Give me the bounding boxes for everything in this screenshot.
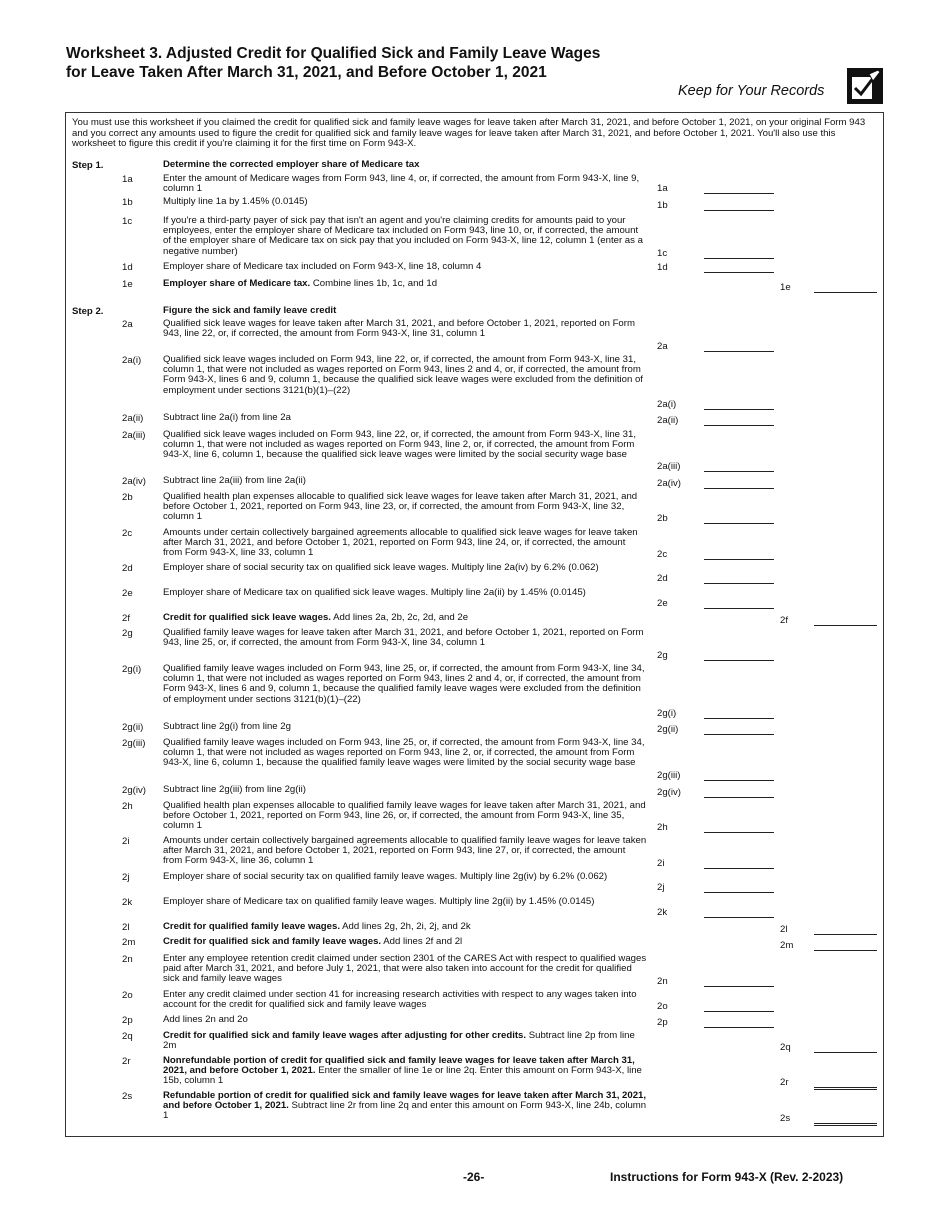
- line-instruction: Employer share of social security tax on qualified sick leave wages. Multiply line 2a(iv) by 6.2% (0.062): [163, 562, 599, 573]
- line-reference: 1a: [657, 183, 668, 194]
- line-number: 2d: [122, 563, 133, 574]
- line-reference: 2l: [780, 924, 788, 935]
- amount-entry-field[interactable]: [704, 523, 774, 524]
- line-instruction: Add lines 2a, 2b, 2c, 2d, and 2e: [333, 612, 469, 623]
- line-reference: 1e: [780, 282, 791, 293]
- line-instruction: Qualified sick leave wages included on Form 943, line 22, or, if corrected, the amount from Form 943-X, line 31, column 1, that were not included as wages reported on Form 943, line 2, or, if corrected, the amount from Form 943-X, line 6, column 1, because the qualified sick leave wages were limited by the social security wage base: [163, 429, 636, 461]
- line-instruction: Amounts under certain collectively bargained agreements allocable to qualified family leave wages for leave taken after March 31, 2021, and before October 1, 2021, reported on Form 943, line 27, or, if corrected, the amount from Form 943-X, line 36, column 1: [163, 835, 647, 867]
- line-number: 2a: [122, 319, 133, 330]
- line-text: [163, 954, 647, 985]
- line-reference: 2a(iii): [657, 461, 681, 472]
- line-instruction: Qualified family leave wages for leave taken after March 31, 2021, and before October 1, 2021, reported on Form 943, line 25, or, if corrected, the amount from Form 943-X, line 34, column 1: [163, 627, 644, 649]
- line-text: [163, 1056, 647, 1087]
- line-bold-text: Refundable portion of credit for qualified sick and family leave wages for leave taken after March 31, 2021, and before October 1, 2021.: [163, 1090, 647, 1112]
- line-number: 2k: [122, 897, 133, 908]
- line-text: [163, 738, 647, 769]
- line-instruction: Employer share of Medicare tax included on Form 943-X, line 18, column 4: [163, 261, 482, 272]
- line-text: [163, 990, 647, 1010]
- line-reference: 2m: [780, 940, 794, 951]
- line-number: 1c: [122, 216, 133, 227]
- line-reference: 2s: [780, 1113, 791, 1124]
- line-text: [163, 836, 647, 867]
- amount-entry-field[interactable]: [704, 986, 774, 987]
- line-instruction: Qualified sick leave wages for leave taken after March 31, 2021, and before October 1, 2021, reported on Form 943, line 22, or, if corrected, the amount from Form 943-X, line 31, column 1: [163, 318, 635, 340]
- line-text: [163, 628, 647, 648]
- line-number: 2g(iii): [122, 738, 146, 749]
- line-instruction: Add lines 2g, 2h, 2i, 2j, and 2k: [342, 921, 471, 932]
- line-number: 2a(iv): [122, 476, 146, 487]
- line-instruction: Subtract line 2g(i) from line 2g: [163, 721, 291, 732]
- amount-entry-field[interactable]: [814, 934, 877, 935]
- line-instruction: Enter any credit claimed under section 41 for increasing research activities with respect to any wages taken into account for the credit for qualified sick and family leave wages: [163, 989, 637, 1011]
- line-reference: 2h: [657, 822, 668, 833]
- line-text: [163, 355, 647, 396]
- line-instruction: Combine lines 1b, 1c, and 1d: [312, 278, 438, 289]
- line-reference: 1c: [657, 248, 668, 259]
- line-reference: 2j: [657, 882, 665, 893]
- line-reference: 2a(ii): [657, 415, 679, 426]
- line-instruction: Add lines 2f and 2l: [383, 936, 463, 947]
- amount-entry-field[interactable]: [704, 425, 774, 426]
- line-instruction: If you're a third-party payer of sick pay that isn't an agent and you're claiming credits for amounts paid to your employees, enter the employer share of Medicare tax included on Form 943, line 10, or, if corrected, the amount of the employer share of Medicare tax on sick pay that you included on Form 943-X, line 12, column 1 (enter as a negative number): [163, 215, 643, 257]
- line-reference: 2q: [780, 1042, 791, 1053]
- amount-entry-field[interactable]: [704, 917, 774, 918]
- amount-entry-field[interactable]: [704, 868, 774, 869]
- line-number: 2l: [122, 922, 130, 933]
- line-number: 2g: [122, 628, 133, 639]
- line-instruction: Subtract line 2a(i) from line 2a: [163, 412, 291, 423]
- keep-for-records: Keep for Your Records: [678, 83, 825, 99]
- line-bold-text: Credit for qualified sick leave wages.: [163, 612, 331, 623]
- line-reference: 2e: [657, 598, 668, 609]
- line-number: 1e: [122, 279, 133, 290]
- amount-entry-field[interactable]: [814, 1087, 877, 1090]
- line-text: [163, 922, 647, 932]
- step-1-label: Step 1.: [72, 160, 104, 171]
- line-bold-text: Nonrefundable portion of credit for qualified sick and family leave wages for leave taken after March 31, 2021, and before October 1, 2021.: [163, 1055, 635, 1077]
- amount-entry-field[interactable]: [704, 892, 774, 893]
- line-text: [163, 937, 647, 947]
- line-instruction: Subtract line 2g(iii) from line 2g(ii): [163, 784, 306, 795]
- line-number: 1d: [122, 262, 133, 273]
- line-text: [163, 897, 647, 907]
- amount-entry-field[interactable]: [704, 559, 774, 560]
- footer-title: Instructions for Form 943-X (Rev. 2-2023): [610, 1170, 844, 1184]
- amount-entry-field[interactable]: [704, 1011, 774, 1012]
- amount-entry-field[interactable]: [704, 210, 774, 211]
- amount-entry-field[interactable]: [814, 625, 877, 626]
- line-number: 2s: [122, 1091, 133, 1102]
- line-text: [163, 801, 647, 832]
- line-bold-text: Employer share of Medicare tax.: [163, 278, 311, 289]
- line-text: [163, 319, 647, 339]
- step-2-label: Step 2.: [72, 306, 104, 317]
- page-number: -26-: [463, 1170, 485, 1184]
- line-instruction: Amounts under certain collectively bargained agreements allocable to qualified sick leave wages for leave taken after March 31, 2021, and before October 1, 2021, reported on Form 943, line 24, or, if corrected, the amount from Form 943-X, line 33, column 1: [163, 527, 638, 559]
- worksheet-title: Worksheet 3. Adjusted Credit for Qualified Sick and Family Leave Wages for Leave Taken After March 31, 2021, and Before October 1, 2021: [66, 45, 601, 81]
- line-number: 2o: [122, 990, 133, 1001]
- line-text: [163, 785, 647, 795]
- line-instruction: Subtract line 2r from line 2q and enter this amount on Form 943-X, line 24b, column 1: [163, 1100, 647, 1122]
- line-number: 2n: [122, 954, 133, 965]
- line-text: [163, 262, 647, 272]
- line-reference: 2a(i): [657, 399, 677, 410]
- line-text: [163, 872, 647, 882]
- amount-entry-field[interactable]: [704, 583, 774, 584]
- amount-entry-field[interactable]: [704, 797, 774, 798]
- amount-entry-field[interactable]: [704, 780, 774, 781]
- line-reference: 2b: [657, 513, 668, 524]
- line-text: [163, 413, 647, 423]
- amount-entry-field[interactable]: [704, 832, 774, 833]
- amount-entry-field[interactable]: [704, 488, 774, 489]
- line-reference: 2g(iv): [657, 787, 681, 798]
- line-text: [163, 528, 647, 559]
- line-text: [163, 563, 647, 573]
- line-number: 2p: [122, 1015, 133, 1026]
- line-reference: 2g(iii): [657, 770, 681, 781]
- amount-entry-field[interactable]: [704, 608, 774, 609]
- line-instruction: Enter any employee retention credit claimed under section 2301 of the CARES Act with respect to qualified wages paid after March 31, 2021, and before July 1, 2021, that were also taken into account for the credit for qualified sick and family leave wages: [163, 953, 647, 985]
- line-number: 2e: [122, 588, 133, 599]
- line-bold-text: Credit for qualified family leave wages.: [163, 921, 341, 932]
- amount-entry-field[interactable]: [704, 409, 774, 410]
- line-instruction: Add lines 2n and 2o: [163, 1014, 248, 1025]
- amount-entry-field[interactable]: [814, 950, 877, 951]
- line-reference: 2p: [657, 1017, 668, 1028]
- step-1-title: Determine the corrected employer share of Medicare tax: [163, 159, 420, 170]
- line-text: [163, 492, 647, 523]
- line-text: [163, 1031, 647, 1051]
- line-text: [163, 1091, 647, 1122]
- step-2-title: Figure the sick and family leave credit: [163, 305, 337, 316]
- line-number: 2r: [122, 1056, 131, 1067]
- amount-entry-field[interactable]: [704, 272, 774, 273]
- line-text: [163, 476, 647, 486]
- line-number: 2g(i): [122, 664, 142, 675]
- line-reference: 2f: [780, 615, 789, 626]
- line-number: 2a(i): [122, 355, 142, 366]
- line-reference: 2i: [657, 858, 665, 869]
- line-reference: 2c: [657, 549, 668, 560]
- line-number: 2b: [122, 492, 133, 503]
- line-instruction: Employer share of Medicare tax on qualified family leave wages. Multiply line 2g(ii) by 1.45% (0.0145): [163, 896, 595, 907]
- line-instruction: Qualified family leave wages included on Form 943, line 25, or, if corrected, the amount from Form 943-X, line 34, column 1, that were not included as wages reported on Form 943, line 2, or, if corrected, the amount from Form 943-X, line 6, column 1, because the qualified family leave wages were limited by the social security wage base: [163, 737, 645, 769]
- amount-entry-field[interactable]: [704, 258, 774, 259]
- line-number: 2g(ii): [122, 722, 144, 733]
- line-text: [163, 588, 647, 598]
- line-instruction: Subtract line 2a(iii) from line 2a(ii): [163, 475, 306, 486]
- line-reference: 1b: [657, 200, 668, 211]
- line-text: [163, 664, 647, 705]
- line-text: [163, 430, 647, 461]
- line-reference: 2r: [780, 1077, 789, 1088]
- line-text: [163, 279, 647, 289]
- line-number: 2g(iv): [122, 785, 146, 796]
- amount-entry-field[interactable]: [814, 1052, 877, 1053]
- amount-entry-field[interactable]: [704, 718, 774, 719]
- pencil-checkbox-icon: [847, 68, 883, 104]
- amount-entry-field[interactable]: [704, 734, 774, 735]
- amount-entry-field[interactable]: [704, 660, 774, 661]
- line-number: 2h: [122, 801, 133, 812]
- line-number: 2c: [122, 528, 133, 539]
- line-reference: 2k: [657, 907, 668, 918]
- line-instruction: Qualified sick leave wages included on Form 943, line 22, or, if corrected, the amount from Form 943-X, line 31, column 1, that were not included as wages reported on Form 943, lines 2 and 4, or, if corrected, the amount from Form 943-X, lines 6 and 9, column 1, because the qualified sick leave wages were excluded from the definition of employment under sections 3121(b)(1)–(22): [163, 354, 643, 396]
- line-instruction: Qualified health plan expenses allocable to qualified family leave wages for leave taken after March 31, 2021, and before October 1, 2021, reported on Form 943, line 26, or, if corrected, the amount from Form 943-X, line 35, column 1: [163, 800, 646, 832]
- line-text: [163, 613, 647, 623]
- line-bold-text: Credit for qualified sick and family leave wages.: [163, 936, 382, 947]
- amount-entry-field[interactable]: [704, 471, 774, 472]
- line-text: [163, 197, 647, 207]
- line-reference: 2n: [657, 976, 668, 987]
- line-number: 2i: [122, 836, 130, 847]
- line-number: 2j: [122, 872, 130, 883]
- line-instruction: Qualified health plan expenses allocable to qualified sick leave wages for leave taken after March 31, 2021, and before October 1, 2021, reported on Form 943, line 23, or, if corrected, the amount from Form 943-X, line 32, column 1: [163, 491, 638, 523]
- worksheet-intro: You must use this worksheet if you claimed the credit for qualified sick and family leave wages for leave taken after March 31, 2021, and before October 1, 2021, on your original Form 943 and you correct any amounts used to figure the credit for qualified sick and family leave wages for leave taken after March 31, 2021, and before October 1, 2021. You'll also use this worksheet to figure this credit if you're claiming it for the first time on Form 943-X.: [72, 117, 866, 150]
- line-text: [163, 174, 647, 194]
- line-bold-text: Credit for qualified sick and family leave wages after adjusting for other credits.: [163, 1030, 527, 1041]
- line-number: 1b: [122, 197, 133, 208]
- line-reference: 2a: [657, 341, 668, 352]
- line-text: [163, 216, 647, 257]
- line-text: [163, 1015, 647, 1025]
- line-number: 2m: [122, 937, 136, 948]
- line-number: 2a(ii): [122, 413, 144, 424]
- line-number: 2q: [122, 1031, 133, 1042]
- line-instruction: Employer share of Medicare tax on qualified sick leave wages. Multiply line 2a(ii) by 1.45% (0.0145): [163, 587, 586, 598]
- line-number: 1a: [122, 174, 133, 185]
- line-instruction: Qualified family leave wages included on Form 943, line 25, or, if corrected, the amount from Form 943-X, line 34, column 1, that were not included as wages reported on Form 943, lines 2 and 4, or, if corrected, the amount from Form 943-X, lines 6 and 9, column 1, because the qualified family leave wages were excluded from the definition of employment under sections 3121(b)(1)–(22): [163, 663, 645, 705]
- line-instruction: Multiply line 1a by 1.45% (0.0145): [163, 196, 308, 207]
- line-instruction: Enter the smaller of line 1e or line 2q. Enter this amount on Form 943-X, line 15b, column 1: [163, 1065, 642, 1087]
- amount-entry-field[interactable]: [704, 1027, 774, 1028]
- line-reference: 2a(iv): [657, 478, 681, 489]
- line-reference: 1d: [657, 262, 668, 273]
- amount-entry-field[interactable]: [704, 351, 774, 352]
- line-instruction: Enter the amount of Medicare wages from Form 943, line 4, or, if corrected, the amount from Form 943-X, line 9, column 1: [163, 173, 640, 195]
- line-reference: 2d: [657, 573, 668, 584]
- line-text: [163, 722, 647, 732]
- amount-entry-field[interactable]: [814, 292, 877, 293]
- amount-entry-field[interactable]: [704, 193, 774, 194]
- line-reference: 2o: [657, 1001, 668, 1012]
- line-reference: 2g(ii): [657, 724, 679, 735]
- line-reference: 2g(i): [657, 708, 677, 719]
- line-reference: 2g: [657, 650, 668, 661]
- line-instruction: Subtract line 2p from line 2m: [163, 1030, 635, 1052]
- line-number: 2f: [122, 613, 131, 624]
- line-instruction: Employer share of social security tax on qualified family leave wages. Multiply line 2g(iv) by 6.2% (0.062): [163, 871, 608, 882]
- line-number: 2a(iii): [122, 430, 146, 441]
- amount-entry-field[interactable]: [814, 1123, 877, 1126]
